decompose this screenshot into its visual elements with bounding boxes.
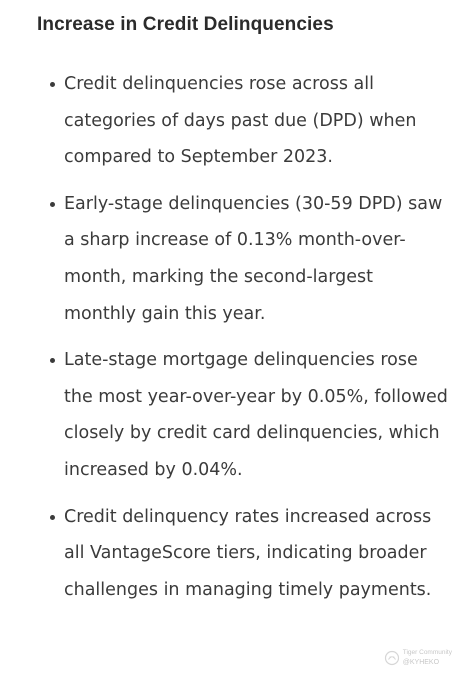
bullet-dot-icon [50, 515, 55, 520]
list-item [44, 499, 448, 609]
bullet-text: Early-stage delinquencies (30-59 DPD) saw a sharp increase of 0.13% month-over-month, marking the second-largest monthly gain this year. [64, 193, 443, 324]
bullet-dot-icon [50, 82, 55, 87]
bullet-list [44, 66, 448, 618]
bullet-dot-icon [50, 358, 55, 363]
bullet-dot-icon [50, 202, 55, 207]
list-item [44, 186, 448, 332]
bullet-text: Credit delinquency rates increased across all VantageScore tiers, indicating broader challenges in managing timely payments. [64, 506, 432, 600]
bullet-text: Late-stage mortgage delinquencies rose the most year-over-year by 0.05%, followed closely by credit card delinquencies, which increased by 0.04%. [64, 350, 448, 480]
watermark-handle: @KYHEKO [402, 659, 440, 666]
tiger-community-logo-icon [384, 650, 400, 666]
watermark [384, 648, 452, 668]
watermark-brand: Tiger Community [402, 649, 452, 656]
list-item [44, 342, 448, 488]
list-item [44, 66, 448, 176]
bullet-text: Credit delinquencies rose across all categories of days past due (DPD) when compared to September 2023. [64, 74, 417, 168]
page-title: Increase in Credit Delinquencies [37, 14, 334, 35]
